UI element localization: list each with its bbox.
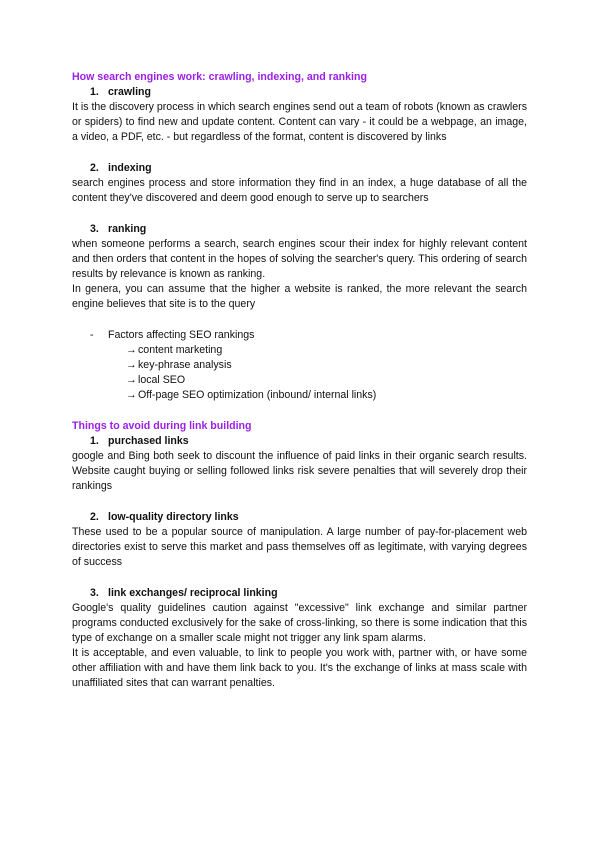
factor-item [126,343,527,358]
paragraph-ranking-2: In genera, you can assume that the higher a website is ranked, the more relevant the search engine believes that site is to the query [72,283,527,310]
item-heading-label: link exchanges/ reciprocal linking [108,587,278,599]
item-heading-label: ranking [108,223,147,235]
paragraph-indexing: search engines process and store information they find in an index, a huge database of all the content they've discovered and deem good enough to serve up to searchers [72,177,527,204]
section-title-link-building: Things to avoid during link building [72,420,252,432]
item-heading-indexing [72,161,527,176]
item-heading-ranking [72,222,527,237]
item-heading-link-exchanges [72,586,527,601]
item-number: 3. [90,223,99,235]
factor-item [126,358,527,373]
dash-bullet: - [90,329,94,341]
document-body [72,70,527,691]
factor-text: Off-page SEO optimization (inbound/ internal links) [138,389,377,401]
paragraph-purchased-links: google and Bing both seek to discount the influence of paid links in their organic search results. Website caught buying or selling followed links risk severe penalties that will severely drop their rankings [72,450,527,492]
item-number: 1. [90,435,99,447]
arrow-right-icon: → [126,359,137,371]
item-number: 2. [90,511,99,523]
factors-label: Factors affecting SEO rankings [108,329,255,341]
section-title-search-engines: How search engines work: crawling, indexing, and ranking [72,71,367,83]
item-heading-label: low-quality directory links [108,511,239,523]
item-heading-label: purchased links [108,435,189,447]
factor-text: key-phrase analysis [138,359,232,371]
item-heading-purchased-links [72,434,527,449]
item-number: 3. [90,587,99,599]
paragraph-link-exchanges-2: It is acceptable, and even valuable, to link to people you work with, partner with, or have some other affiliation with and have them link back to you. It's the exchange of links at mass scale with unaffiliated sites that can warrant penalties. [72,647,527,689]
factor-text: content marketing [138,344,223,356]
factors-sub-list [90,343,527,403]
item-number: 2. [90,162,99,174]
factor-item [126,388,527,403]
item-heading-crawling [72,85,527,100]
factors-list [72,328,527,403]
item-number: 1. [90,86,99,98]
paragraph-directory-links: These used to be a popular source of manipulation. A large number of pay-for-placement web directories exist to serve this market and pass themselves off as legitimate, with varying degrees of success [72,526,527,568]
arrow-right-icon: → [126,344,137,356]
arrow-right-icon: → [126,389,137,401]
paragraph-crawling: It is the discovery process in which search engines send out a team of robots (known as crawlers or spiders) to find new and update content. Content can vary - it could be a webpage, an image, a video, a PDF, etc. - but regardless of the format, content is discovered by links [72,101,527,143]
paragraph-ranking: when someone performs a search, search engines scour their index for highly relevant content and then orders that content in the hopes of solving the searcher's query. This ordering of search results by relevance is known as ranking. [72,238,527,280]
item-heading-label: indexing [108,162,152,174]
item-heading-label: crawling [108,86,151,98]
factors-bullet [90,328,527,343]
arrow-right-icon: → [126,374,137,386]
factor-item [126,373,527,388]
paragraph-link-exchanges: Google's quality guidelines caution against "excessive" link exchange and similar partner programs conducted exclusively for the sake of cross-linking, so there is some indication that this type of exchange on a smaller scale might not trigger any link spam alarms. [72,602,527,644]
factor-text: local SEO [138,374,186,386]
item-heading-directory-links [72,510,527,525]
